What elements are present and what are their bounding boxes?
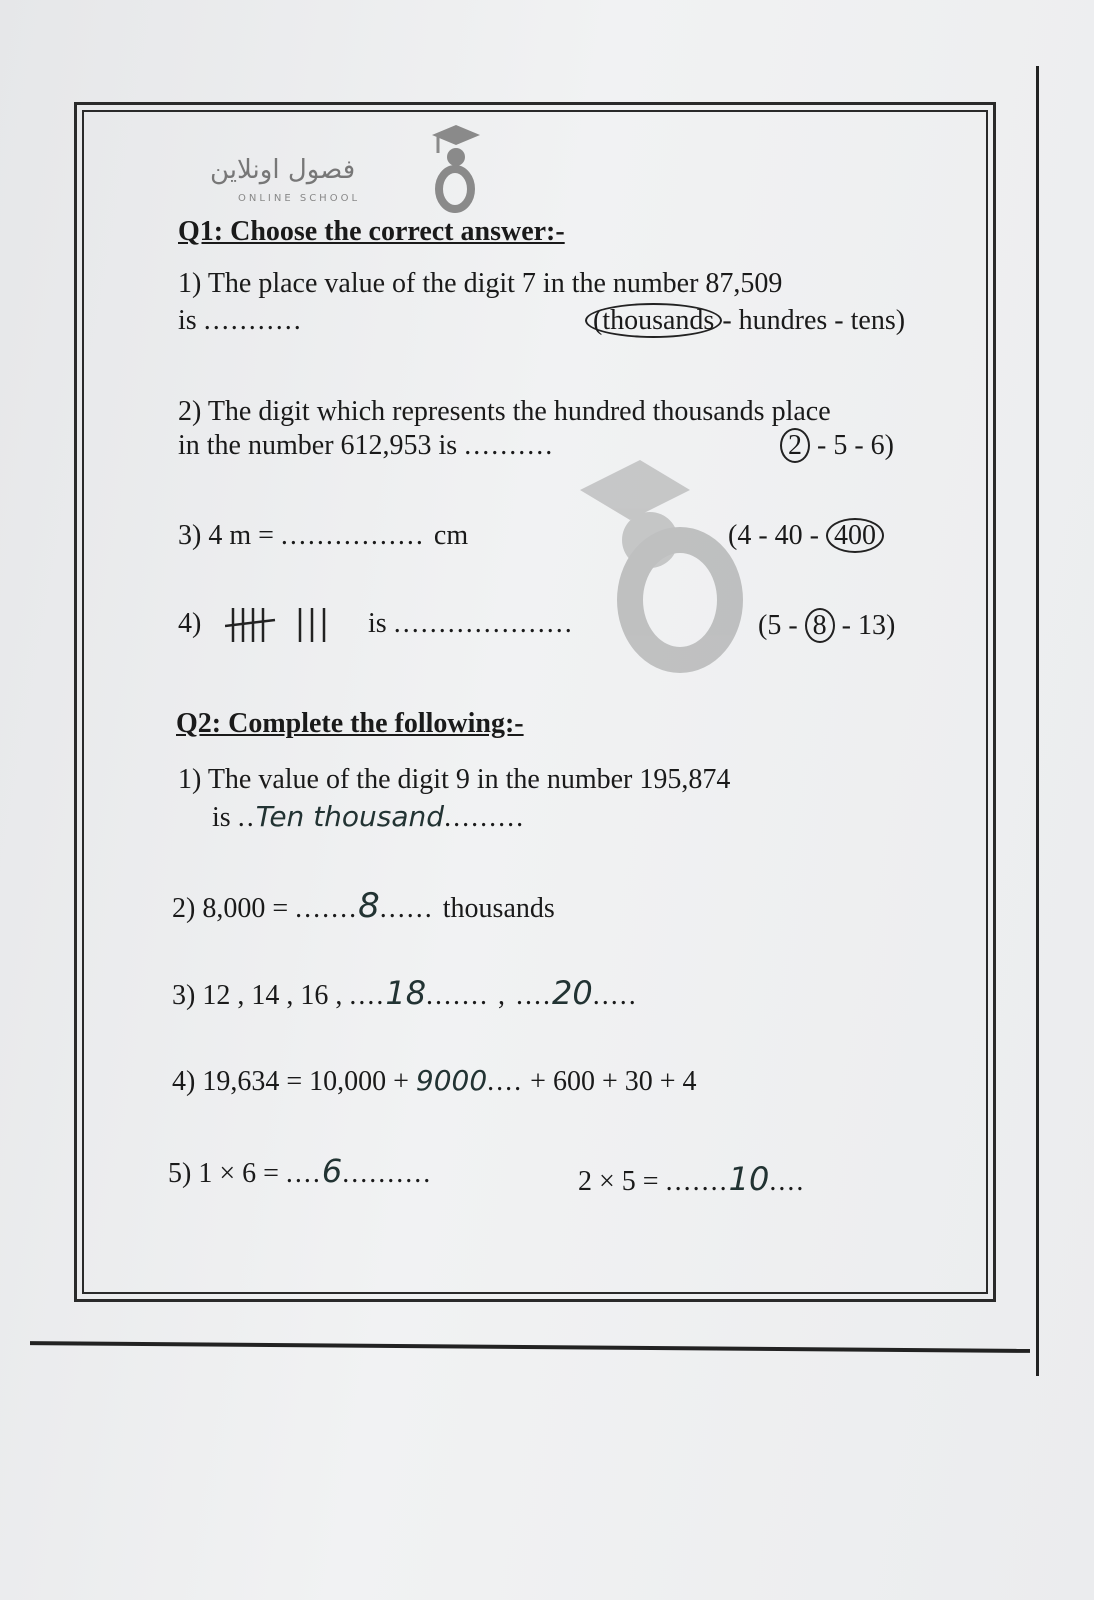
selected-option[interactable]: 400	[826, 518, 884, 553]
handwritten-answer[interactable]: 20	[552, 974, 593, 1012]
handwritten-answer[interactable]: 10	[728, 1160, 770, 1198]
q1-item4: 4)	[178, 608, 202, 639]
other-options: - hundres - tens)	[722, 305, 906, 336]
page-edge-line	[1036, 66, 1039, 1376]
q1-item4-options: (5 - 8 - 13)	[758, 610, 896, 641]
logo-english-text: ONLINE SCHOOL	[238, 193, 361, 204]
other-options: - 5 - 6)	[817, 430, 894, 461]
q1-item1-line1: 1) The place value of the digit 7 in the number 87,509	[178, 268, 783, 299]
q2-item5a: 5) 1 × 6 = ....6..........	[168, 1152, 433, 1190]
q1-item2-options	[780, 430, 894, 462]
q1-item1-prefix: is	[178, 305, 197, 336]
answer-blank: ..........	[464, 430, 555, 461]
logo-arabic-text: فصول اونلاين	[210, 155, 356, 185]
q1-item3-options	[728, 520, 884, 552]
q2-item4: 4) 19,634 = 10,000 + 9000.... + 600 + 30 + 4	[172, 1064, 697, 1097]
answer-blank: ....................	[393, 608, 574, 639]
q1-item3: 3) 4 m = ................ cm	[178, 520, 469, 551]
q1-item1-options	[585, 305, 905, 337]
q1-item2-line1: 2) The digit which represents the hundred thousands place	[178, 396, 831, 427]
answer-blank: ...........	[203, 305, 303, 336]
selected-option[interactable]: 2	[780, 428, 810, 463]
handwritten-answer[interactable]: 8	[358, 886, 380, 926]
q2-heading: Q2: Complete the following:-	[176, 708, 524, 739]
q1-item1-line2	[178, 305, 303, 337]
handwritten-answer[interactable]: 18	[385, 974, 427, 1012]
bottom-divider	[30, 1341, 1030, 1353]
handwritten-answer[interactable]: Ten thousand	[255, 800, 445, 833]
selected-option[interactable]: (thousands	[585, 303, 722, 338]
q2-item2: 2) 8,000 = .......8...... thousands	[172, 886, 555, 926]
handwritten-answer[interactable]: 6	[321, 1152, 343, 1190]
q1-item4-rest: is ....................	[368, 608, 574, 639]
graduation-cap-icon	[428, 125, 480, 215]
answer-blank: ................	[280, 520, 434, 551]
school-logo	[210, 125, 480, 215]
q2-item3: 3) 12 , 14 , 16 , ....18....... , ....20.....	[172, 974, 638, 1012]
tally-marks-icon	[225, 604, 355, 646]
q1-heading: Q1: Choose the correct answer:-	[178, 216, 565, 247]
handwritten-answer[interactable]: 9000	[415, 1064, 488, 1097]
q2-item5b: 2 × 5 = .......10....	[578, 1160, 806, 1198]
selected-option[interactable]: 8	[805, 608, 835, 643]
other-options: (4 - 40 -	[728, 520, 819, 551]
q2-item1-line1: 1) The value of the digit 9 in the number 195,874	[178, 764, 731, 795]
q2-item1-line2: is ..Ten thousand.........	[212, 800, 526, 833]
q1-item2-line2: in the number 612,953 is ..........	[178, 430, 555, 461]
